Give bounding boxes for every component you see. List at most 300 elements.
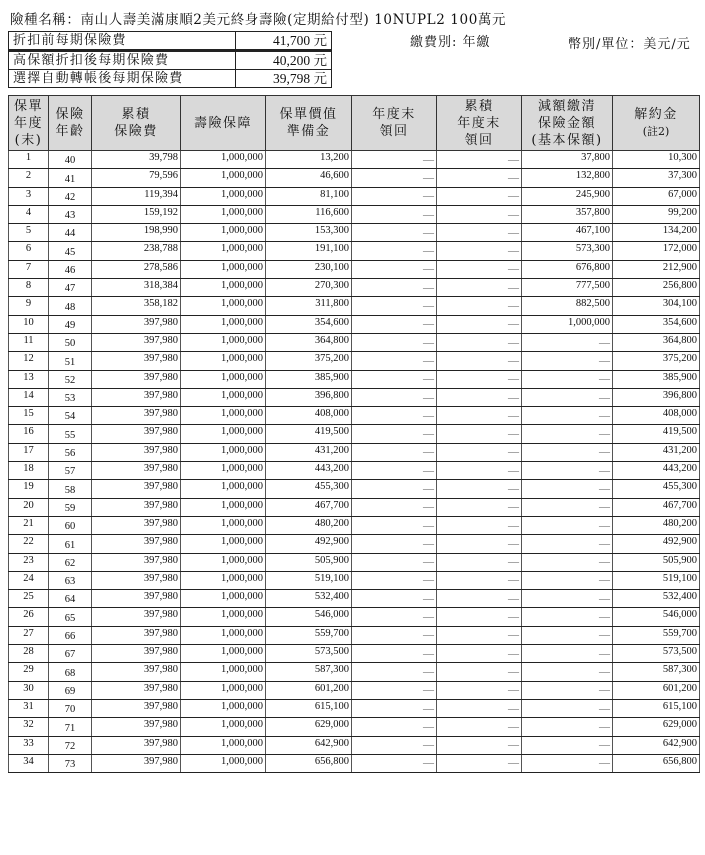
cell-cumulative-payout: — bbox=[437, 462, 522, 480]
cell-death-benefit: 1,000,000 bbox=[181, 626, 266, 644]
cell-insured-age: 49 bbox=[49, 315, 92, 333]
cell-cumulative-premium: 397,980 bbox=[92, 388, 181, 406]
cell-policy-reserve: 46,600 bbox=[266, 169, 352, 187]
column-header-cumulative-payout bbox=[437, 96, 522, 151]
table-row bbox=[9, 553, 700, 571]
cell-death-benefit: 1,000,000 bbox=[181, 699, 266, 717]
cell-reduced-paidup-amount: — bbox=[522, 736, 613, 754]
cell-reduced-paidup-amount: 777,500 bbox=[522, 279, 613, 297]
cell-reduced-paidup-amount: — bbox=[522, 699, 613, 717]
cell-death-benefit: 1,000,000 bbox=[181, 260, 266, 278]
cell-reduced-paidup-amount: — bbox=[522, 590, 613, 608]
table-row bbox=[9, 590, 700, 608]
cell-insured-age: 59 bbox=[49, 498, 92, 516]
cell-surrender-value: 642,900 bbox=[613, 736, 700, 754]
cell-cumulative-payout: — bbox=[437, 370, 522, 388]
table-row bbox=[9, 663, 700, 681]
cell-insured-age: 46 bbox=[49, 260, 92, 278]
cell-insured-age: 52 bbox=[49, 370, 92, 388]
cell-cumulative-premium: 238,788 bbox=[92, 242, 181, 260]
cell-surrender-value: 573,500 bbox=[613, 645, 700, 663]
column-header-line: 壽險保障 bbox=[193, 115, 252, 131]
cell-death-benefit: 1,000,000 bbox=[181, 388, 266, 406]
currency-unit: 幣別/單位：美元/元 bbox=[568, 37, 691, 52]
cell-annual-payout: — bbox=[352, 608, 437, 626]
premium-value: 39,798 元 bbox=[236, 70, 332, 88]
cell-death-benefit: 1,000,000 bbox=[181, 571, 266, 589]
cell-annual-payout: — bbox=[352, 754, 437, 772]
cell-policy-reserve: 431,200 bbox=[266, 443, 352, 461]
cell-policy-year: 24 bbox=[9, 571, 49, 589]
cell-death-benefit: 1,000,000 bbox=[181, 443, 266, 461]
table-row bbox=[9, 754, 700, 772]
cell-insured-age: 70 bbox=[49, 699, 92, 717]
cell-cumulative-payout: — bbox=[437, 535, 522, 553]
cell-cumulative-payout: — bbox=[437, 480, 522, 498]
cell-surrender-value: 375,200 bbox=[613, 352, 700, 370]
cell-cumulative-premium: 397,980 bbox=[92, 571, 181, 589]
cell-reduced-paidup-amount: 245,900 bbox=[522, 187, 613, 205]
table-row bbox=[9, 516, 700, 534]
cell-reduced-paidup-amount: 357,800 bbox=[522, 205, 613, 223]
cell-cumulative-payout: — bbox=[437, 571, 522, 589]
cell-policy-year: 14 bbox=[9, 388, 49, 406]
cell-cumulative-payout: — bbox=[437, 224, 522, 242]
cell-death-benefit: 1,000,000 bbox=[181, 754, 266, 772]
cell-policy-year: 22 bbox=[9, 535, 49, 553]
cell-annual-payout: — bbox=[352, 388, 437, 406]
cell-annual-payout: — bbox=[352, 626, 437, 644]
cell-annual-payout: — bbox=[352, 333, 437, 351]
cell-policy-reserve: 492,900 bbox=[266, 535, 352, 553]
table-row bbox=[9, 205, 700, 223]
column-header-line: 減額繳清 bbox=[537, 98, 596, 114]
cell-insured-age: 73 bbox=[49, 754, 92, 772]
cell-death-benefit: 1,000,000 bbox=[181, 151, 266, 169]
cell-annual-payout: — bbox=[352, 205, 437, 223]
column-header-line: 累積 bbox=[121, 107, 151, 122]
cell-annual-payout: — bbox=[352, 553, 437, 571]
cell-cumulative-payout: — bbox=[437, 187, 522, 205]
cell-policy-reserve: 455,300 bbox=[266, 480, 352, 498]
table-row bbox=[9, 224, 700, 242]
table-row bbox=[9, 407, 700, 425]
cell-death-benefit: 1,000,000 bbox=[181, 407, 266, 425]
cell-cumulative-premium: 397,980 bbox=[92, 333, 181, 351]
cell-annual-payout: — bbox=[352, 187, 437, 205]
premium-row bbox=[9, 51, 332, 70]
cell-policy-year: 26 bbox=[9, 608, 49, 626]
cell-cumulative-premium: 397,980 bbox=[92, 645, 181, 663]
cell-policy-reserve: 364,800 bbox=[266, 333, 352, 351]
cell-policy-year: 13 bbox=[9, 370, 49, 388]
column-header-line: 領回 bbox=[464, 132, 494, 148]
cell-death-benefit: 1,000,000 bbox=[181, 370, 266, 388]
cell-cumulative-premium: 397,980 bbox=[92, 407, 181, 425]
cell-policy-reserve: 559,700 bbox=[266, 626, 352, 644]
cell-reduced-paidup-amount: — bbox=[522, 718, 613, 736]
cell-surrender-value: 99,200 bbox=[613, 205, 700, 223]
cell-cumulative-payout: — bbox=[437, 718, 522, 736]
table-row bbox=[9, 151, 700, 169]
column-header-line: 累積 bbox=[464, 98, 494, 114]
cell-policy-reserve: 116,600 bbox=[266, 205, 352, 223]
cell-surrender-value: 505,900 bbox=[613, 553, 700, 571]
cell-cumulative-premium: 397,980 bbox=[92, 736, 181, 754]
cell-policy-reserve: 587,300 bbox=[266, 663, 352, 681]
cell-surrender-value: 304,100 bbox=[613, 297, 700, 315]
cell-cumulative-payout: — bbox=[437, 352, 522, 370]
cell-cumulative-premium: 397,980 bbox=[92, 443, 181, 461]
cell-insured-age: 45 bbox=[49, 242, 92, 260]
cell-annual-payout: — bbox=[352, 498, 437, 516]
cell-cumulative-payout: — bbox=[437, 681, 522, 699]
cell-cumulative-premium: 397,980 bbox=[92, 590, 181, 608]
cell-annual-payout: — bbox=[352, 260, 437, 278]
cell-cumulative-payout: — bbox=[437, 645, 522, 663]
cell-insured-age: 42 bbox=[49, 187, 92, 205]
cell-policy-reserve: 311,800 bbox=[266, 297, 352, 315]
cell-policy-reserve: 270,300 bbox=[266, 279, 352, 297]
cell-surrender-value: 455,300 bbox=[613, 480, 700, 498]
cell-policy-year: 8 bbox=[9, 279, 49, 297]
cell-policy-year: 11 bbox=[9, 333, 49, 351]
table-row bbox=[9, 736, 700, 754]
cell-reduced-paidup-amount: — bbox=[522, 388, 613, 406]
cell-cumulative-payout: — bbox=[437, 608, 522, 626]
cell-policy-year: 3 bbox=[9, 187, 49, 205]
cell-policy-year: 4 bbox=[9, 205, 49, 223]
column-header-reduced-paidup-amount bbox=[522, 96, 613, 151]
cell-reduced-paidup-amount: 467,100 bbox=[522, 224, 613, 242]
cell-policy-year: 18 bbox=[9, 462, 49, 480]
cell-policy-year: 32 bbox=[9, 718, 49, 736]
column-header-line: 年齡 bbox=[55, 124, 85, 139]
cell-death-benefit: 1,000,000 bbox=[181, 242, 266, 260]
cell-policy-reserve: 573,500 bbox=[266, 645, 352, 663]
cell-insured-age: 61 bbox=[49, 535, 92, 553]
cell-policy-year: 30 bbox=[9, 681, 49, 699]
cell-cumulative-premium: 397,980 bbox=[92, 754, 181, 772]
cell-surrender-value: 37,300 bbox=[613, 169, 700, 187]
cell-surrender-value: 10,300 bbox=[613, 151, 700, 169]
cell-insured-age: 41 bbox=[49, 169, 92, 187]
cell-policy-reserve: 153,300 bbox=[266, 224, 352, 242]
table-row bbox=[9, 297, 700, 315]
cell-annual-payout: — bbox=[352, 279, 437, 297]
cell-annual-payout: — bbox=[352, 480, 437, 498]
cell-cumulative-premium: 397,980 bbox=[92, 553, 181, 571]
cell-annual-payout: — bbox=[352, 462, 437, 480]
premium-row bbox=[9, 32, 332, 51]
cell-annual-payout: — bbox=[352, 663, 437, 681]
cell-reduced-paidup-amount: — bbox=[522, 535, 613, 553]
table-row bbox=[9, 443, 700, 461]
cell-cumulative-premium: 397,980 bbox=[92, 315, 181, 333]
cell-cumulative-payout: — bbox=[437, 315, 522, 333]
cell-cumulative-payout: — bbox=[437, 205, 522, 223]
cell-surrender-value: 615,100 bbox=[613, 699, 700, 717]
cell-surrender-value: 134,200 bbox=[613, 224, 700, 242]
cell-cumulative-premium: 79,596 bbox=[92, 169, 181, 187]
table-row bbox=[9, 315, 700, 333]
cell-cumulative-premium: 397,980 bbox=[92, 663, 181, 681]
cell-reduced-paidup-amount: 676,800 bbox=[522, 260, 613, 278]
column-header-line: 保單價值 bbox=[279, 107, 338, 122]
cell-reduced-paidup-amount: — bbox=[522, 462, 613, 480]
cell-annual-payout: — bbox=[352, 516, 437, 534]
table-row bbox=[9, 699, 700, 717]
cell-cumulative-premium: 397,980 bbox=[92, 608, 181, 626]
cell-insured-age: 40 bbox=[49, 151, 92, 169]
cell-reduced-paidup-amount: — bbox=[522, 516, 613, 534]
cell-policy-reserve: 546,000 bbox=[266, 608, 352, 626]
table-row bbox=[9, 260, 700, 278]
cell-surrender-value: 587,300 bbox=[613, 663, 700, 681]
table-row bbox=[9, 645, 700, 663]
cell-annual-payout: — bbox=[352, 407, 437, 425]
cell-death-benefit: 1,000,000 bbox=[181, 498, 266, 516]
table-row bbox=[9, 626, 700, 644]
cell-death-benefit: 1,000,000 bbox=[181, 718, 266, 736]
cell-cumulative-payout: — bbox=[437, 242, 522, 260]
cell-cumulative-payout: — bbox=[437, 498, 522, 516]
cell-annual-payout: — bbox=[352, 297, 437, 315]
cell-surrender-value: 480,200 bbox=[613, 516, 700, 534]
table-row bbox=[9, 333, 700, 351]
cell-policy-year: 28 bbox=[9, 645, 49, 663]
cell-policy-reserve: 230,100 bbox=[266, 260, 352, 278]
cell-reduced-paidup-amount: — bbox=[522, 681, 613, 699]
cell-policy-year: 20 bbox=[9, 498, 49, 516]
cell-cumulative-payout: — bbox=[437, 151, 522, 169]
column-header-insured-age bbox=[49, 96, 92, 151]
cell-surrender-value: 364,800 bbox=[613, 333, 700, 351]
premium-label: 選擇自動轉帳後每期保險費 bbox=[9, 70, 236, 88]
column-header-policy-reserve bbox=[266, 96, 352, 151]
column-header-line: (末) bbox=[14, 132, 43, 148]
cell-policy-year: 23 bbox=[9, 553, 49, 571]
cell-reduced-paidup-amount: — bbox=[522, 370, 613, 388]
table-row bbox=[9, 425, 700, 443]
cell-annual-payout: — bbox=[352, 425, 437, 443]
cell-policy-reserve: 519,100 bbox=[266, 571, 352, 589]
cell-surrender-value: 212,900 bbox=[613, 260, 700, 278]
cell-policy-year: 25 bbox=[9, 590, 49, 608]
cell-insured-age: 47 bbox=[49, 279, 92, 297]
cell-insured-age: 68 bbox=[49, 663, 92, 681]
cell-policy-year: 29 bbox=[9, 663, 49, 681]
cell-policy-reserve: 396,800 bbox=[266, 388, 352, 406]
cell-reduced-paidup-amount: — bbox=[522, 645, 613, 663]
cell-annual-payout: — bbox=[352, 736, 437, 754]
cell-cumulative-premium: 318,384 bbox=[92, 279, 181, 297]
column-header-death-benefit bbox=[181, 96, 266, 151]
premium-value: 40,200 元 bbox=[236, 51, 332, 70]
premium-row bbox=[9, 70, 332, 88]
table-row bbox=[9, 718, 700, 736]
cell-death-benefit: 1,000,000 bbox=[181, 681, 266, 699]
cell-cumulative-payout: — bbox=[437, 516, 522, 534]
cell-surrender-value: 532,400 bbox=[613, 590, 700, 608]
cell-annual-payout: — bbox=[352, 370, 437, 388]
cell-surrender-value: 396,800 bbox=[613, 388, 700, 406]
cell-policy-year: 10 bbox=[9, 315, 49, 333]
cell-death-benefit: 1,000,000 bbox=[181, 224, 266, 242]
cell-annual-payout: — bbox=[352, 352, 437, 370]
table-row bbox=[9, 498, 700, 516]
cell-reduced-paidup-amount: 132,800 bbox=[522, 169, 613, 187]
cell-reduced-paidup-amount: — bbox=[522, 754, 613, 772]
cell-cumulative-premium: 397,980 bbox=[92, 352, 181, 370]
cell-reduced-paidup-amount: 573,300 bbox=[522, 242, 613, 260]
cell-policy-reserve: 467,700 bbox=[266, 498, 352, 516]
cell-death-benefit: 1,000,000 bbox=[181, 480, 266, 498]
cell-surrender-value: 443,200 bbox=[613, 462, 700, 480]
cell-insured-age: 55 bbox=[49, 425, 92, 443]
column-header-line: 領回 bbox=[379, 124, 409, 139]
cell-reduced-paidup-amount: — bbox=[522, 571, 613, 589]
cell-policy-reserve: 408,000 bbox=[266, 407, 352, 425]
cell-policy-year: 9 bbox=[9, 297, 49, 315]
cell-policy-reserve: 354,600 bbox=[266, 315, 352, 333]
cell-cumulative-payout: — bbox=[437, 260, 522, 278]
cell-cumulative-payout: — bbox=[437, 699, 522, 717]
cell-death-benefit: 1,000,000 bbox=[181, 187, 266, 205]
table-row bbox=[9, 169, 700, 187]
cell-policy-reserve: 601,200 bbox=[266, 681, 352, 699]
cell-surrender-value: 385,900 bbox=[613, 370, 700, 388]
cell-insured-age: 72 bbox=[49, 736, 92, 754]
cell-insured-age: 53 bbox=[49, 388, 92, 406]
cell-death-benefit: 1,000,000 bbox=[181, 425, 266, 443]
cell-policy-reserve: 419,500 bbox=[266, 425, 352, 443]
cell-policy-reserve: 385,900 bbox=[266, 370, 352, 388]
cell-death-benefit: 1,000,000 bbox=[181, 535, 266, 553]
cell-death-benefit: 1,000,000 bbox=[181, 279, 266, 297]
cell-insured-age: 65 bbox=[49, 608, 92, 626]
cell-death-benefit: 1,000,000 bbox=[181, 645, 266, 663]
cell-cumulative-premium: 39,798 bbox=[92, 151, 181, 169]
cell-insured-age: 67 bbox=[49, 645, 92, 663]
cell-surrender-value: 519,100 bbox=[613, 571, 700, 589]
cell-cumulative-premium: 397,980 bbox=[92, 498, 181, 516]
cell-cumulative-payout: — bbox=[437, 736, 522, 754]
cell-policy-reserve: 656,800 bbox=[266, 754, 352, 772]
column-header-line: 準備金 bbox=[286, 124, 331, 139]
cell-insured-age: 48 bbox=[49, 297, 92, 315]
cell-cumulative-payout: — bbox=[437, 425, 522, 443]
cell-reduced-paidup-amount: — bbox=[522, 333, 613, 351]
cell-annual-payout: — bbox=[352, 645, 437, 663]
table-row bbox=[9, 535, 700, 553]
table-row bbox=[9, 279, 700, 297]
cell-annual-payout: — bbox=[352, 224, 437, 242]
cell-death-benefit: 1,000,000 bbox=[181, 205, 266, 223]
cell-death-benefit: 1,000,000 bbox=[181, 315, 266, 333]
cell-insured-age: 43 bbox=[49, 205, 92, 223]
column-header-line: 年度末 bbox=[457, 115, 501, 131]
cell-insured-age: 51 bbox=[49, 352, 92, 370]
column-header-line: 保險金額 bbox=[537, 115, 596, 131]
cell-insured-age: 50 bbox=[49, 333, 92, 351]
table-row bbox=[9, 242, 700, 260]
column-header-line: 保險 bbox=[55, 107, 85, 122]
cell-reduced-paidup-amount: — bbox=[522, 407, 613, 425]
cell-policy-reserve: 191,100 bbox=[266, 242, 352, 260]
column-header-cumulative-premium bbox=[92, 96, 181, 151]
cell-insured-age: 64 bbox=[49, 590, 92, 608]
cell-surrender-value: 419,500 bbox=[613, 425, 700, 443]
cell-annual-payout: — bbox=[352, 151, 437, 169]
cell-policy-year: 27 bbox=[9, 626, 49, 644]
cell-cumulative-premium: 397,980 bbox=[92, 516, 181, 534]
table-row bbox=[9, 571, 700, 589]
cell-death-benefit: 1,000,000 bbox=[181, 352, 266, 370]
cell-policy-year: 1 bbox=[9, 151, 49, 169]
cell-surrender-value: 172,000 bbox=[613, 242, 700, 260]
column-header-line: 年度末 bbox=[372, 107, 416, 122]
cell-policy-reserve: 13,200 bbox=[266, 151, 352, 169]
table-row bbox=[9, 608, 700, 626]
cell-surrender-value: 656,800 bbox=[613, 754, 700, 772]
cell-insured-age: 58 bbox=[49, 480, 92, 498]
table-row bbox=[9, 681, 700, 699]
cell-cumulative-payout: — bbox=[437, 169, 522, 187]
cell-death-benefit: 1,000,000 bbox=[181, 663, 266, 681]
cell-cumulative-premium: 397,980 bbox=[92, 425, 181, 443]
cell-reduced-paidup-amount: — bbox=[522, 663, 613, 681]
table-header-row bbox=[9, 96, 700, 151]
premium-value: 41,700 元 bbox=[236, 32, 332, 51]
cell-policy-year: 33 bbox=[9, 736, 49, 754]
cell-death-benefit: 1,000,000 bbox=[181, 462, 266, 480]
cell-cumulative-premium: 397,980 bbox=[92, 626, 181, 644]
column-header-line: 保單 bbox=[13, 98, 43, 114]
cell-cumulative-payout: — bbox=[437, 626, 522, 644]
cell-insured-age: 71 bbox=[49, 718, 92, 736]
cell-cumulative-premium: 397,980 bbox=[92, 480, 181, 498]
table-row bbox=[9, 480, 700, 498]
cell-policy-reserve: 629,000 bbox=[266, 718, 352, 736]
column-header-line: 年度 bbox=[13, 115, 43, 131]
cell-reduced-paidup-amount: 37,800 bbox=[522, 151, 613, 169]
cell-insured-age: 60 bbox=[49, 516, 92, 534]
table-row bbox=[9, 187, 700, 205]
cell-annual-payout: — bbox=[352, 681, 437, 699]
cell-policy-year: 5 bbox=[9, 224, 49, 242]
product-title: 險種名稱：南山人壽美滿康順2美元終身壽險(定期給付型) 10NUPL2 100萬元 bbox=[10, 12, 507, 28]
cell-surrender-value: 408,000 bbox=[613, 407, 700, 425]
premium-label: 折扣前每期保險費 bbox=[9, 32, 236, 51]
cell-annual-payout: — bbox=[352, 443, 437, 461]
table-row bbox=[9, 370, 700, 388]
cell-annual-payout: — bbox=[352, 571, 437, 589]
cell-reduced-paidup-amount: 1,000,000 bbox=[522, 315, 613, 333]
cell-annual-payout: — bbox=[352, 590, 437, 608]
cell-policy-year: 21 bbox=[9, 516, 49, 534]
table-row bbox=[9, 388, 700, 406]
cell-policy-reserve: 532,400 bbox=[266, 590, 352, 608]
cell-surrender-value: 629,000 bbox=[613, 718, 700, 736]
cell-policy-reserve: 375,200 bbox=[266, 352, 352, 370]
cell-policy-reserve: 443,200 bbox=[266, 462, 352, 480]
cell-policy-year: 6 bbox=[9, 242, 49, 260]
cell-surrender-value: 256,800 bbox=[613, 279, 700, 297]
cell-annual-payout: — bbox=[352, 699, 437, 717]
cell-reduced-paidup-amount: — bbox=[522, 553, 613, 571]
cell-cumulative-payout: — bbox=[437, 590, 522, 608]
